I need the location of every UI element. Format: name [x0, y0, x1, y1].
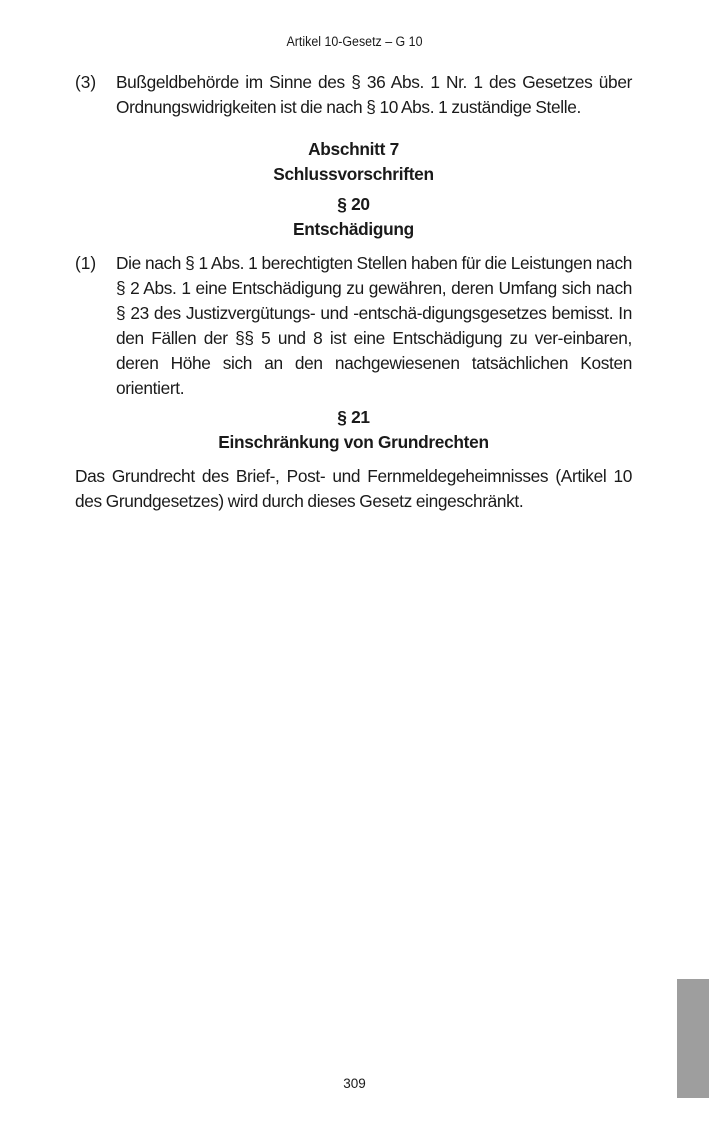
page-number: 309 [343, 1076, 366, 1091]
article-21-heading [75, 405, 632, 455]
article-21-text: Das Grundrecht des Brief-, Post- und Fernmeldegeheimnisses (Artikel 10 des Grundgesetzes) wird durch dieses Gesetz eingeschränkt. [75, 466, 632, 511]
paragraph-19-3 [75, 70, 632, 120]
section-number: Abschnitt 7 [308, 139, 399, 159]
article-20-heading [75, 192, 632, 242]
running-header: Artikel 10-Gesetz – G 10 [286, 34, 423, 49]
article-21-number: § 21 [337, 407, 370, 427]
paragraph-text: Bußgeldbehörde im Sinne des § 36 Abs. 1 Nr. 1 des Gesetzes über Ordnungswidrigkeiten ist die nach § 10 Abs. 1 zuständige Stelle. [116, 72, 632, 117]
section-heading [75, 137, 632, 187]
article-20-number: § 20 [337, 194, 370, 214]
article-21-title: Einschränkung von Grundrechten [218, 432, 489, 452]
paragraph-20-1 [75, 251, 632, 401]
thumb-index-tab [677, 979, 709, 1098]
article-20-title: Entschädigung [293, 219, 414, 239]
paragraph-number: (1) [75, 253, 97, 273]
page-content [75, 70, 632, 514]
paragraph-number: (3) [75, 72, 97, 92]
paragraph-text: Die nach § 1 Abs. 1 berechtigten Stellen haben für die Leistungen nach § 2 Abs. 1 eine Entschädigung zu gewähren, deren Umfang sich nach § 23 des Justizvergütungs- und -entschä-digungsgesetzes bemisst. In den Fällen der §§ 5 und 8 ist eine Entschädigung zu ver-einbaren, deren Höhe sich an den nachgewiesenen tatsächlichen Kosten orientiert. [116, 253, 632, 398]
section-title: Schlussvorschriften [273, 164, 434, 184]
